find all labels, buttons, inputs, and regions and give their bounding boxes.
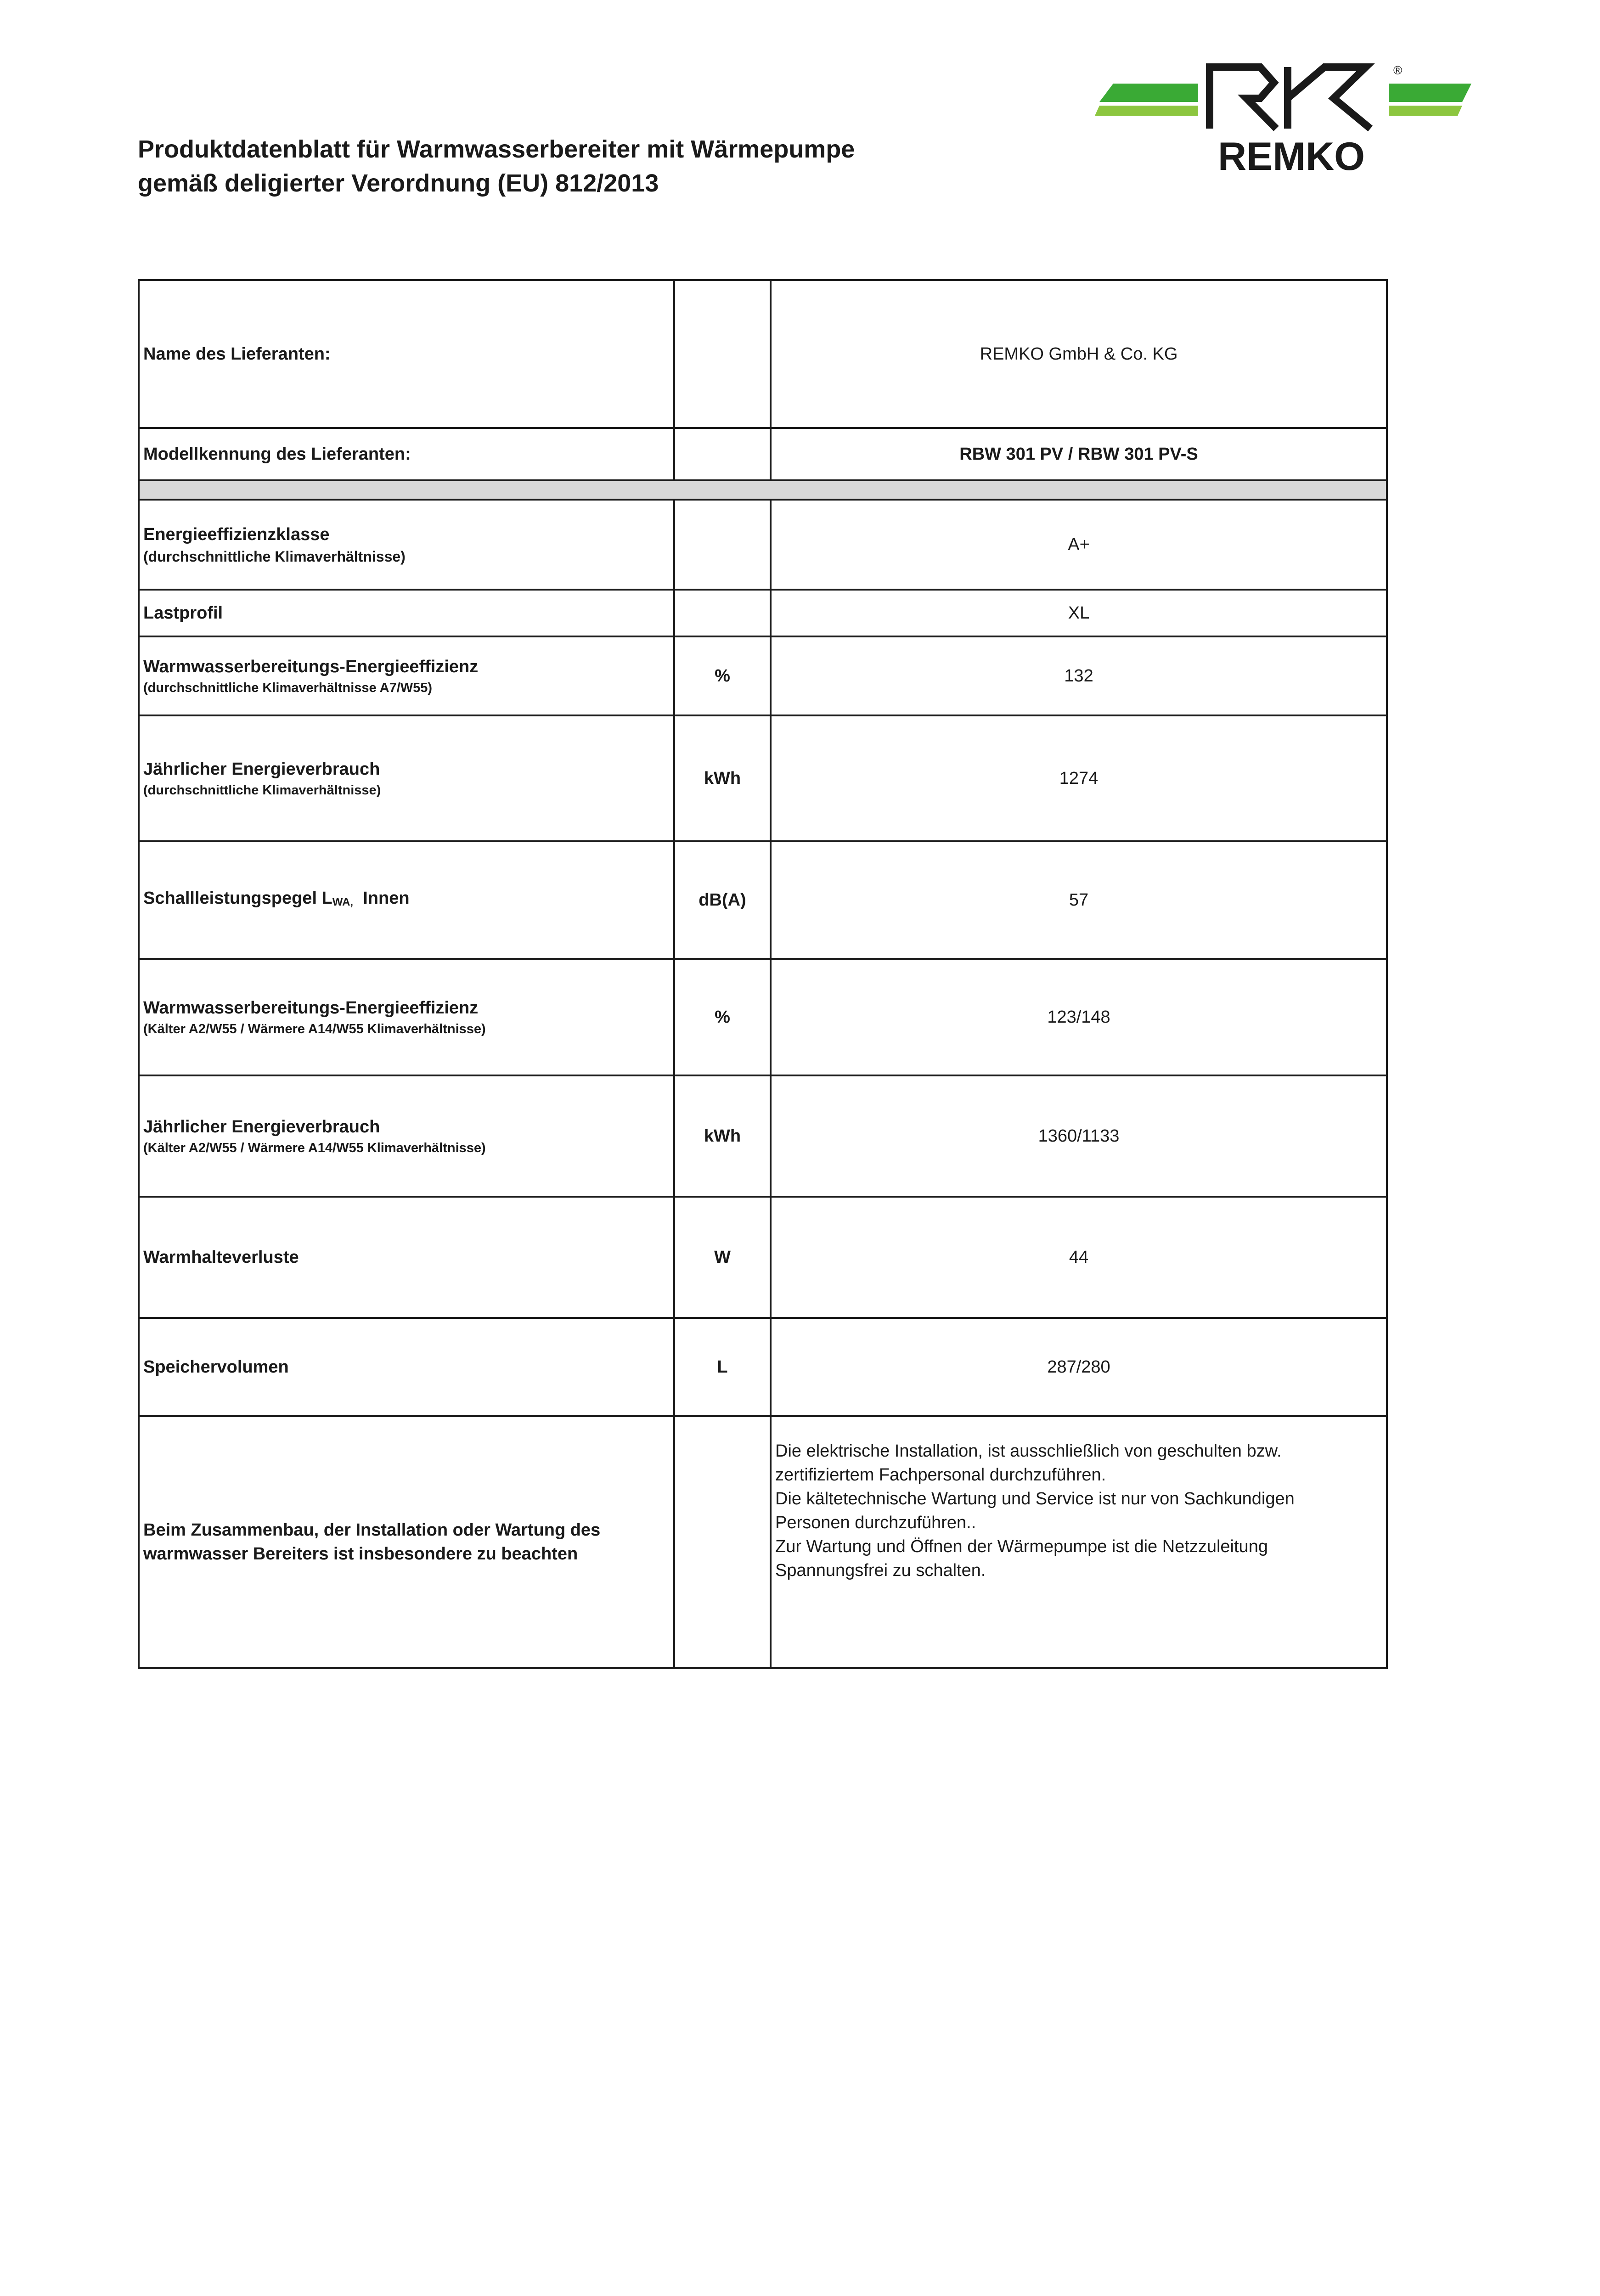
row-unit — [674, 500, 771, 590]
note-line: Zur Wartung und Öffnen der Wärmepumpe ist die Netzzuleitung — [775, 1537, 1268, 1556]
row-value: 44 — [771, 1197, 1387, 1318]
row-label-tail: Innen — [363, 888, 410, 908]
table-row — [139, 1318, 1387, 1416]
row-unit: kWh — [674, 715, 771, 841]
note-line: Personen durchzuführen.. — [775, 1513, 976, 1532]
table-row — [139, 715, 1387, 841]
row-label: Speichervolumen — [143, 1357, 289, 1377]
row-unit: W — [674, 1197, 771, 1318]
row-unit: kWh — [674, 1075, 771, 1197]
row-unit: dB(A) — [674, 841, 771, 959]
notes-text — [771, 1416, 1387, 1668]
supplier-value: REMKO GmbH & Co. KG — [771, 280, 1387, 428]
row-label: Warmhalteverluste — [143, 1248, 299, 1267]
separator-row — [139, 480, 1387, 500]
row-sublabel: (durchschnittliche Klimaverhältnisse) — [143, 548, 406, 565]
table-row — [139, 841, 1387, 959]
table-row — [139, 959, 1387, 1075]
table-row — [139, 1197, 1387, 1318]
row-sublabel: (Kälter A2/W55 / Wärmere A14/W55 Klimaverhältnisse) — [143, 1141, 486, 1155]
supplier-label: Name des Lieferanten: — [139, 280, 674, 428]
row-sublabel: (durchschnittliche Klimaverhältnisse) — [143, 783, 381, 798]
row-label: Schallleistungspegel L — [143, 888, 332, 908]
remko-logo — [1095, 60, 1471, 179]
row-label: Jährlicher Energieverbrauch — [143, 1117, 380, 1137]
table-row-supplier — [139, 280, 1387, 428]
notes-unit — [674, 1416, 771, 1668]
note-line: Die elektrische Installation, ist ausschließlich von geschulten bzw. — [775, 1441, 1282, 1461]
logo-band-right-top — [1389, 84, 1471, 102]
row-unit: % — [674, 636, 771, 715]
row-label-subscript: WA, — [332, 895, 354, 908]
model-label: Modellkennung des Lieferanten: — [139, 428, 674, 480]
document-title — [138, 132, 855, 200]
row-value: 1360/1133 — [771, 1075, 1387, 1197]
row-sublabel: (Kälter A2/W55 / Wärmere A14/W55 Klimaverhältnisse) — [143, 1022, 486, 1036]
row-value: 287/280 — [771, 1318, 1387, 1416]
notes-label-line-2: warmwasser Bereiters ist insbesondere zu beachten — [143, 1544, 578, 1564]
table-row — [139, 590, 1387, 636]
row-label: Energieeffizienzklasse — [143, 525, 330, 544]
title-line-1: Produktdatenblatt für Warmwasserbereiter mit Wärmepumpe — [138, 135, 855, 163]
row-sublabel: (durchschnittliche Klimaverhältnisse A7/W55) — [143, 681, 433, 695]
row-label: Lastprofil — [143, 603, 223, 623]
note-line: zertifiziertem Fachpersonal durchzuführen. — [775, 1465, 1106, 1485]
registered-mark: ® — [1393, 63, 1403, 77]
logo-mark — [1210, 67, 1370, 129]
table-row — [139, 636, 1387, 715]
row-value: A+ — [771, 500, 1387, 590]
logo-wordmark: REMKO — [1217, 135, 1365, 179]
supplier-unit — [674, 280, 771, 428]
table-row-model — [139, 428, 1387, 480]
row-value: 123/148 — [771, 959, 1387, 1075]
row-value: XL — [771, 590, 1387, 636]
row-label: Warmwasserbereitungs-Energieeffizienz — [143, 657, 479, 676]
row-value: 57 — [771, 841, 1387, 959]
title-line-2: gemäß deligierter Verordnung (EU) 812/2013 — [138, 169, 659, 197]
table-row-notes — [139, 1416, 1387, 1668]
model-unit — [674, 428, 771, 480]
product-data-table — [138, 279, 1388, 1669]
table-row — [139, 1075, 1387, 1197]
notes-label-line-1: Beim Zusammenbau, der Installation oder Wartung des — [143, 1520, 601, 1540]
row-unit — [674, 590, 771, 636]
model-value: RBW 301 PV / RBW 301 PV-S — [771, 428, 1387, 480]
logo-band-left-bottom — [1095, 106, 1198, 116]
row-value: 132 — [771, 636, 1387, 715]
table-row — [139, 500, 1387, 590]
note-line: Die kältetechnische Wartung und Service ist nur von Sachkundigen — [775, 1489, 1295, 1508]
note-line: Spannungsfrei zu schalten. — [775, 1561, 986, 1580]
logo-band-left-top — [1099, 84, 1198, 102]
row-value: 1274 — [771, 715, 1387, 841]
row-label: Jährlicher Energieverbrauch — [143, 760, 380, 779]
logo-band-right-bottom — [1389, 106, 1462, 116]
row-unit: L — [674, 1318, 771, 1416]
row-unit: % — [674, 959, 771, 1075]
row-label: Warmwasserbereitungs-Energieeffizienz — [143, 998, 479, 1018]
